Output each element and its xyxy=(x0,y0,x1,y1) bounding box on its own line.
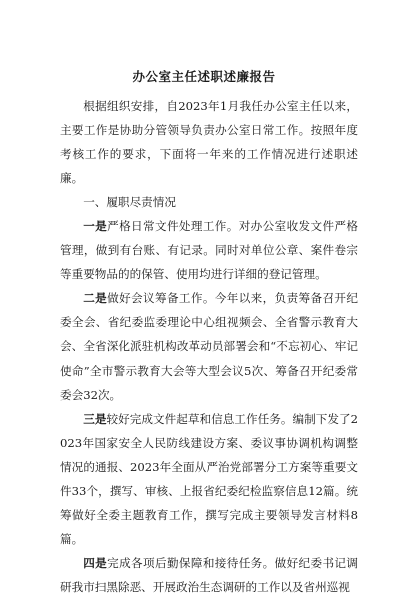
paragraph-text: 做好会议筹备工作。今年以来，负责筹备召开纪委全会、省纪委监委理论中心组视频会、全省警示教育大会、全省深化派驻机构改革动员部署会和“不忘初心、牢记使命”全市警示教育大会等大型会议5次、筹备召开纪委常委会32次。 xyxy=(60,291,358,402)
paragraph-lead: 三是 xyxy=(83,411,107,426)
paragraph-text: 较好完成文件起草和信息工作任务。编制下发了2023年国家安全人民防线建设方案、委议事协调机构调整情况的通报、2023年全面从严治党部署分工方案等重要文件33个，撰写、审核、上报省纪委纪检监察信息12篇。统筹做好全委主题教育工作，撰写完成主要领导发言材料8篇。 xyxy=(60,411,358,546)
paragraph-text: 根据组织安排，自2023年1月我任办公室主任以来，主要工作是协助分管领导负责办公室日常工作。按照年度考核工作的要求，下面将一年来的工作情况进行述职述廉。 xyxy=(60,99,358,186)
document-title: 办公室主任述职述廉报告 xyxy=(132,69,276,84)
paragraph-intro xyxy=(60,94,358,190)
section-heading xyxy=(60,190,358,214)
section-heading-text: 一、履职尽责情况 xyxy=(83,195,176,210)
paragraph-text: 完成各项后勤保障和接待任务。做好纪委书记调研我市扫黑除恶、开展政治生态调研的工作以及省州巡视 xyxy=(60,555,358,594)
document-body xyxy=(60,94,358,599)
paragraph-item-1 xyxy=(60,214,358,286)
paragraph-lead: 一是 xyxy=(83,219,108,234)
paragraph-item-2 xyxy=(60,286,358,406)
paragraph-lead: 四是 xyxy=(83,555,108,570)
paragraph-item-3 xyxy=(60,407,358,551)
paragraph-lead: 二是 xyxy=(83,291,108,306)
paragraph-text: 严格日常文件处理工作。对办公室收发文件严格管理，做到有台账、有记录。同时对单位公章、案件卷宗等重要物品的的保管、使用均进行详细的登记管理。 xyxy=(60,219,358,282)
paragraph-item-4 xyxy=(60,551,358,599)
